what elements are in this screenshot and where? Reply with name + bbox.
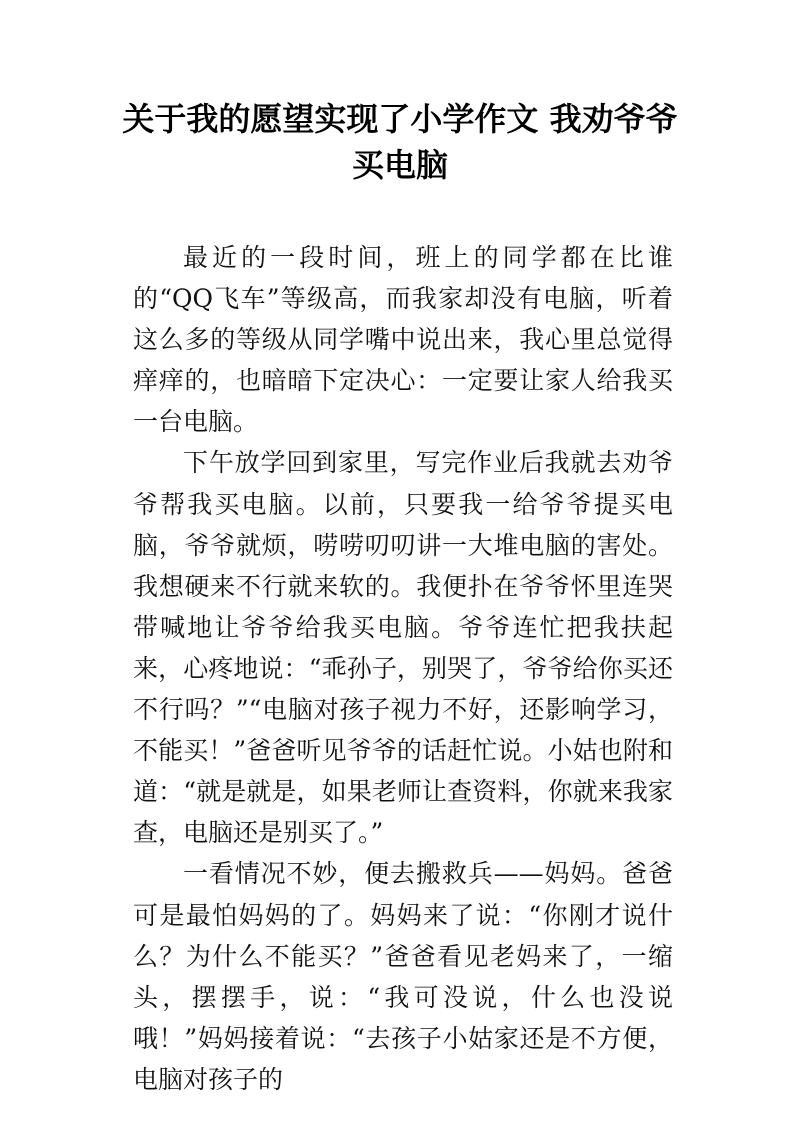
paragraph-2: 下午放学回到家里，写完作业后我就去劝爷爷帮我买电脑。以前，只要我一给爷爷提买电脑，爷爷就烦，唠唠叨叨讲一大堆电脑的害处。我想硬来不行就来软的。我便扑在爷爷怀里连哭带喊地让爷爷给我买电脑。爷爷连忙把我扶起来，心疼地说：“乖孙子，别哭了，爷爷给你买还不行吗？”“电脑对孩子视力不好，还影响学习，不能买！”爸爸听见爷爷的话赶忙说。小姑也附和道：“就是就是，如果老师让查资料，你就来我家查，电脑还是别买了。” [133,448,673,848]
document-body [133,237,673,1100]
paragraph-3: 一看情况不妙，便去搬救兵——妈妈。爸爸可是最怕妈妈的了。妈妈来了说：“你刚才说什么？为什么不能买？”爸爸看见老妈来了，一缩头，摆摆手，说：“我可没说，什么也没说哦！”妈妈接着说：“去孩子小姑家还是不方便，电脑对孩子的 [133,859,673,1094]
paragraph-1: 最近的一段时间，班上的同学都在比谁的“QQ飞车”等级高，而我家却没有电脑，听着这么多的等级从同学嘴中说出来，我心里总觉得痒痒的，也暗暗下定决心：一定要让家人给我买一台电脑。 [133,243,673,437]
document-title: 关于我的愿望实现了小学作文 我劝爷爷买电脑 [122,100,678,184]
